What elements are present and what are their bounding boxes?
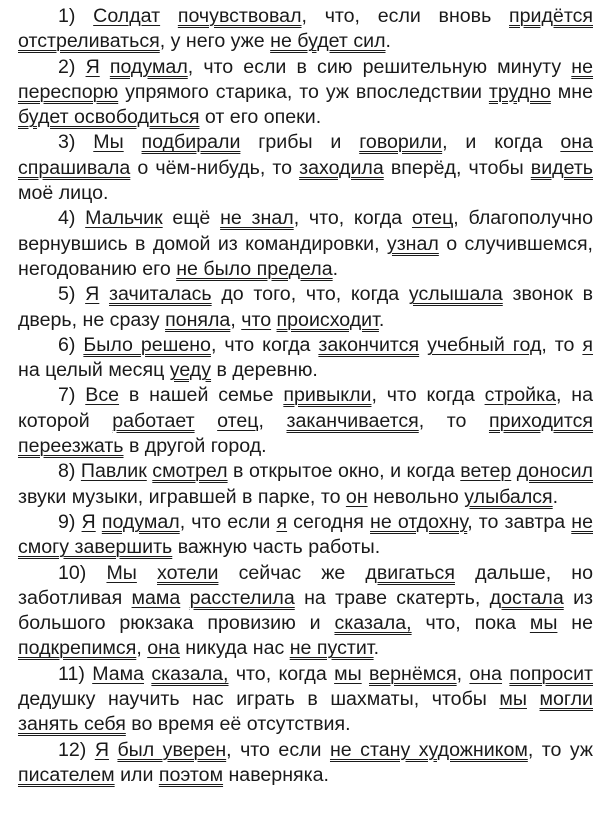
subject-word: она <box>469 662 503 685</box>
sentence-text: , что когда <box>210 333 319 356</box>
sentence-item <box>18 206 593 282</box>
subject-word: Солдат <box>93 5 161 27</box>
sentence-text: . <box>385 30 391 53</box>
sentence-list <box>18 4 593 788</box>
subject-word: она <box>560 131 593 154</box>
predicate-word: достала <box>489 586 564 609</box>
predicate-word: подкрепимся <box>18 637 137 660</box>
sentence-text: , то <box>541 333 583 356</box>
subject-word: Все <box>85 384 120 407</box>
sentence-text: дальше, но заботливая <box>18 561 593 609</box>
predicate-word: заходила <box>299 156 384 179</box>
sentence-text: вперёд, чтобы <box>383 156 531 179</box>
sentence-text: 5) <box>58 283 86 306</box>
predicate-word: не стану художником <box>329 738 528 761</box>
predicate-word: услышала <box>408 283 503 306</box>
predicate-word: поняла <box>165 308 231 331</box>
sentence-text: , и когда <box>442 131 561 154</box>
predicate-word: трудно <box>488 80 551 103</box>
sentence-text: сейчас же <box>218 561 366 584</box>
sentence-text <box>100 56 110 78</box>
predicate-word: поэтом <box>158 763 224 786</box>
sentence-text: 7) <box>58 384 86 407</box>
sentence-text: на целый месяц <box>18 359 170 382</box>
predicate-word: подбирали <box>141 131 241 154</box>
sentence-text: в другой город. <box>123 435 267 458</box>
sentence-text: моё лицо. <box>18 182 109 205</box>
sentence-text: 4) <box>58 207 86 230</box>
sentence-text: в открытое окно, и когда <box>227 460 461 483</box>
sentence-text: мне <box>550 80 593 103</box>
sentence-text: , то уж <box>527 738 593 761</box>
sentence-text: до того, что, когда <box>211 283 409 306</box>
predicate-word: не было предела <box>176 257 333 280</box>
subject-word: она <box>147 637 180 660</box>
sentence-text: на траве скатерть, <box>294 586 490 609</box>
sentence-item <box>18 282 593 333</box>
sentence-text: сегодня <box>287 510 371 533</box>
subject-word: он <box>345 485 368 508</box>
sentence-text: звуки музыки, игравшей в парке, то <box>18 485 346 508</box>
sentence-text: 9) <box>58 510 82 533</box>
predicate-word: Было решено <box>83 333 211 356</box>
predicate-word: работает <box>112 409 195 432</box>
sentence-item <box>18 4 593 55</box>
sentence-item <box>18 510 593 561</box>
sentence-text: о случившемся, негодованию его <box>18 232 593 280</box>
subject-word: отец <box>217 409 259 432</box>
sentence-text: наверняка. <box>223 763 329 786</box>
sentence-text: 11) <box>58 662 93 685</box>
sentence-text: 3) <box>58 131 94 154</box>
sentence-text: , на которой <box>18 384 593 432</box>
sentence-text <box>362 663 369 685</box>
subject-word: Мы <box>106 561 137 584</box>
sentence-text: . <box>378 308 385 331</box>
sentence-text: 1) <box>58 5 94 27</box>
sentence-text: или <box>114 763 159 786</box>
predicate-word: говорили <box>359 131 443 154</box>
sentence-text <box>195 410 218 432</box>
subject-word: Я <box>94 738 109 761</box>
sentence-text: о чём-нибудь, то <box>130 156 300 179</box>
subject-word: Мы <box>93 131 124 154</box>
predicate-word: подумал <box>109 55 188 78</box>
sentence-text: , <box>136 637 148 660</box>
sentence-text: от его опеки. <box>199 106 322 129</box>
sentence-text: не <box>557 612 593 635</box>
predicate-word: привыкли <box>283 384 372 407</box>
sentence-text: , благополучно вернувшись в домой из командировки, <box>18 207 594 255</box>
predicate-word: придётся отстреливаться <box>18 5 593 53</box>
sentence-item <box>18 333 593 384</box>
sentence-text: . <box>332 257 339 280</box>
subject-word: Павлик <box>80 460 147 483</box>
sentence-text: , что если <box>179 510 277 533</box>
predicate-word: вернёмся <box>369 662 457 685</box>
subject-word: стройка <box>484 384 556 407</box>
sentence-text: 10) <box>58 561 107 584</box>
sentence-text: , что когда <box>371 384 485 407</box>
predicate-word: будет освободиться <box>18 106 200 129</box>
predicate-word: приходится переезжать <box>18 409 594 458</box>
predicate-word: уеду <box>169 359 212 382</box>
predicate-word: был уверен <box>117 738 227 761</box>
predicate-word: попросит <box>509 662 593 685</box>
sentence-text: что, пока <box>411 612 530 635</box>
sentence-item <box>18 130 593 206</box>
predicate-word: хотели <box>157 561 219 584</box>
sentence-text: что, когда <box>228 662 335 685</box>
predicate-word: узнал <box>386 232 439 255</box>
sentence-text: , то завтра <box>467 510 572 533</box>
sentence-text: дедушку научить нас играть в шахматы, чтобы <box>18 688 500 711</box>
sentence-text: никуда нас <box>179 637 290 660</box>
sentence-text: звонок в дверь, не сразу <box>18 283 593 331</box>
sentence-text: , <box>230 308 242 331</box>
sentence-text: . <box>373 637 380 660</box>
sentence-text <box>160 5 178 27</box>
sentence-text: грибы и <box>240 131 360 154</box>
subject-word: отец <box>411 207 454 230</box>
predicate-word: не будет сил <box>270 30 386 53</box>
predicate-word: двигаться <box>365 561 455 584</box>
predicate-word: спрашивала <box>18 156 131 179</box>
sentence-item <box>18 662 593 738</box>
sentence-text: , то <box>418 409 489 432</box>
sentence-text <box>419 334 427 356</box>
sentence-item <box>18 55 593 131</box>
sentence-text <box>137 562 157 584</box>
sentence-text: упрямого старика, то уж впоследствии <box>118 80 489 103</box>
predicate-word: подумал <box>101 510 180 533</box>
predicate-word: доносил <box>516 460 593 483</box>
subject-word: Я <box>85 55 100 78</box>
subject-word: мама <box>131 586 181 609</box>
predicate-word: заканчивается <box>286 409 419 432</box>
predicate-word: улыбался <box>464 485 553 508</box>
predicate-word: не смогу завершить <box>18 510 593 559</box>
sentence-text: . <box>552 485 559 508</box>
sentence-text: 6) <box>58 333 84 356</box>
subject-word: что <box>241 308 272 331</box>
sentence-text: , что, когда <box>293 207 412 230</box>
subject-word: ветер <box>460 460 512 483</box>
sentence-text: 12) <box>58 738 95 761</box>
predicate-word: писателем <box>18 763 115 786</box>
sentence-text: ещё <box>162 207 221 230</box>
subject-word: Я <box>81 510 96 533</box>
predicate-word: зачиталась <box>109 283 212 306</box>
sentence-text: 8) <box>58 460 81 483</box>
sentence-text <box>527 688 540 710</box>
predicate-word: происходит <box>276 308 379 331</box>
sentence-text: во время её отсутствия. <box>125 713 351 736</box>
predicate-word: сказала, <box>334 612 412 635</box>
predicate-word: видеть <box>530 156 593 179</box>
sentence-text: из большого рюкзака провизию и <box>18 586 594 635</box>
sentence-item <box>18 738 593 789</box>
sentence-text: , что если в сию решительную минуту <box>187 55 572 78</box>
predicate-word: могли занять себя <box>18 688 593 736</box>
sentence-text: , <box>258 409 287 432</box>
predicate-word: не знал <box>220 207 294 230</box>
subject-word: я <box>276 510 288 533</box>
subject-word: Мама <box>92 662 145 685</box>
sentence-text: 2) <box>58 55 86 78</box>
predicate-word: не отдохну <box>370 510 468 533</box>
sentence-text <box>180 587 189 609</box>
predicate-word: не переспорю <box>18 55 594 103</box>
predicate-word: закончится <box>318 333 420 356</box>
subject-word: Мальчик <box>85 207 163 230</box>
sentence-text: невольно <box>367 485 465 508</box>
sentence-item <box>18 383 593 459</box>
predicate-word: почувствовал <box>177 5 302 27</box>
sentence-item <box>18 459 593 510</box>
subject-word: Я <box>85 283 100 306</box>
sentence-item <box>18 561 593 662</box>
subject-word: учебный год <box>427 333 542 356</box>
predicate-word: не пустит <box>289 637 374 660</box>
subject-word: мы <box>529 612 558 635</box>
sentence-text: , <box>456 662 470 685</box>
sentence-text: , что, если вновь <box>301 5 510 27</box>
sentence-text: , у него уже <box>159 30 271 53</box>
predicate-word: расстелила <box>189 586 295 609</box>
subject-word: я <box>582 333 594 356</box>
sentence-text: в деревню. <box>211 359 318 382</box>
sentence-text <box>99 283 109 305</box>
predicate-word: сказала, <box>151 662 229 685</box>
subject-word: мы <box>499 688 527 711</box>
subject-word: мы <box>334 662 362 685</box>
sentence-text <box>124 131 142 153</box>
predicate-word: смотрел <box>152 460 228 483</box>
sentence-text: в нашей семье <box>119 384 284 407</box>
sentence-text: , что если <box>226 738 330 761</box>
sentence-text: важную часть работы. <box>172 536 381 559</box>
